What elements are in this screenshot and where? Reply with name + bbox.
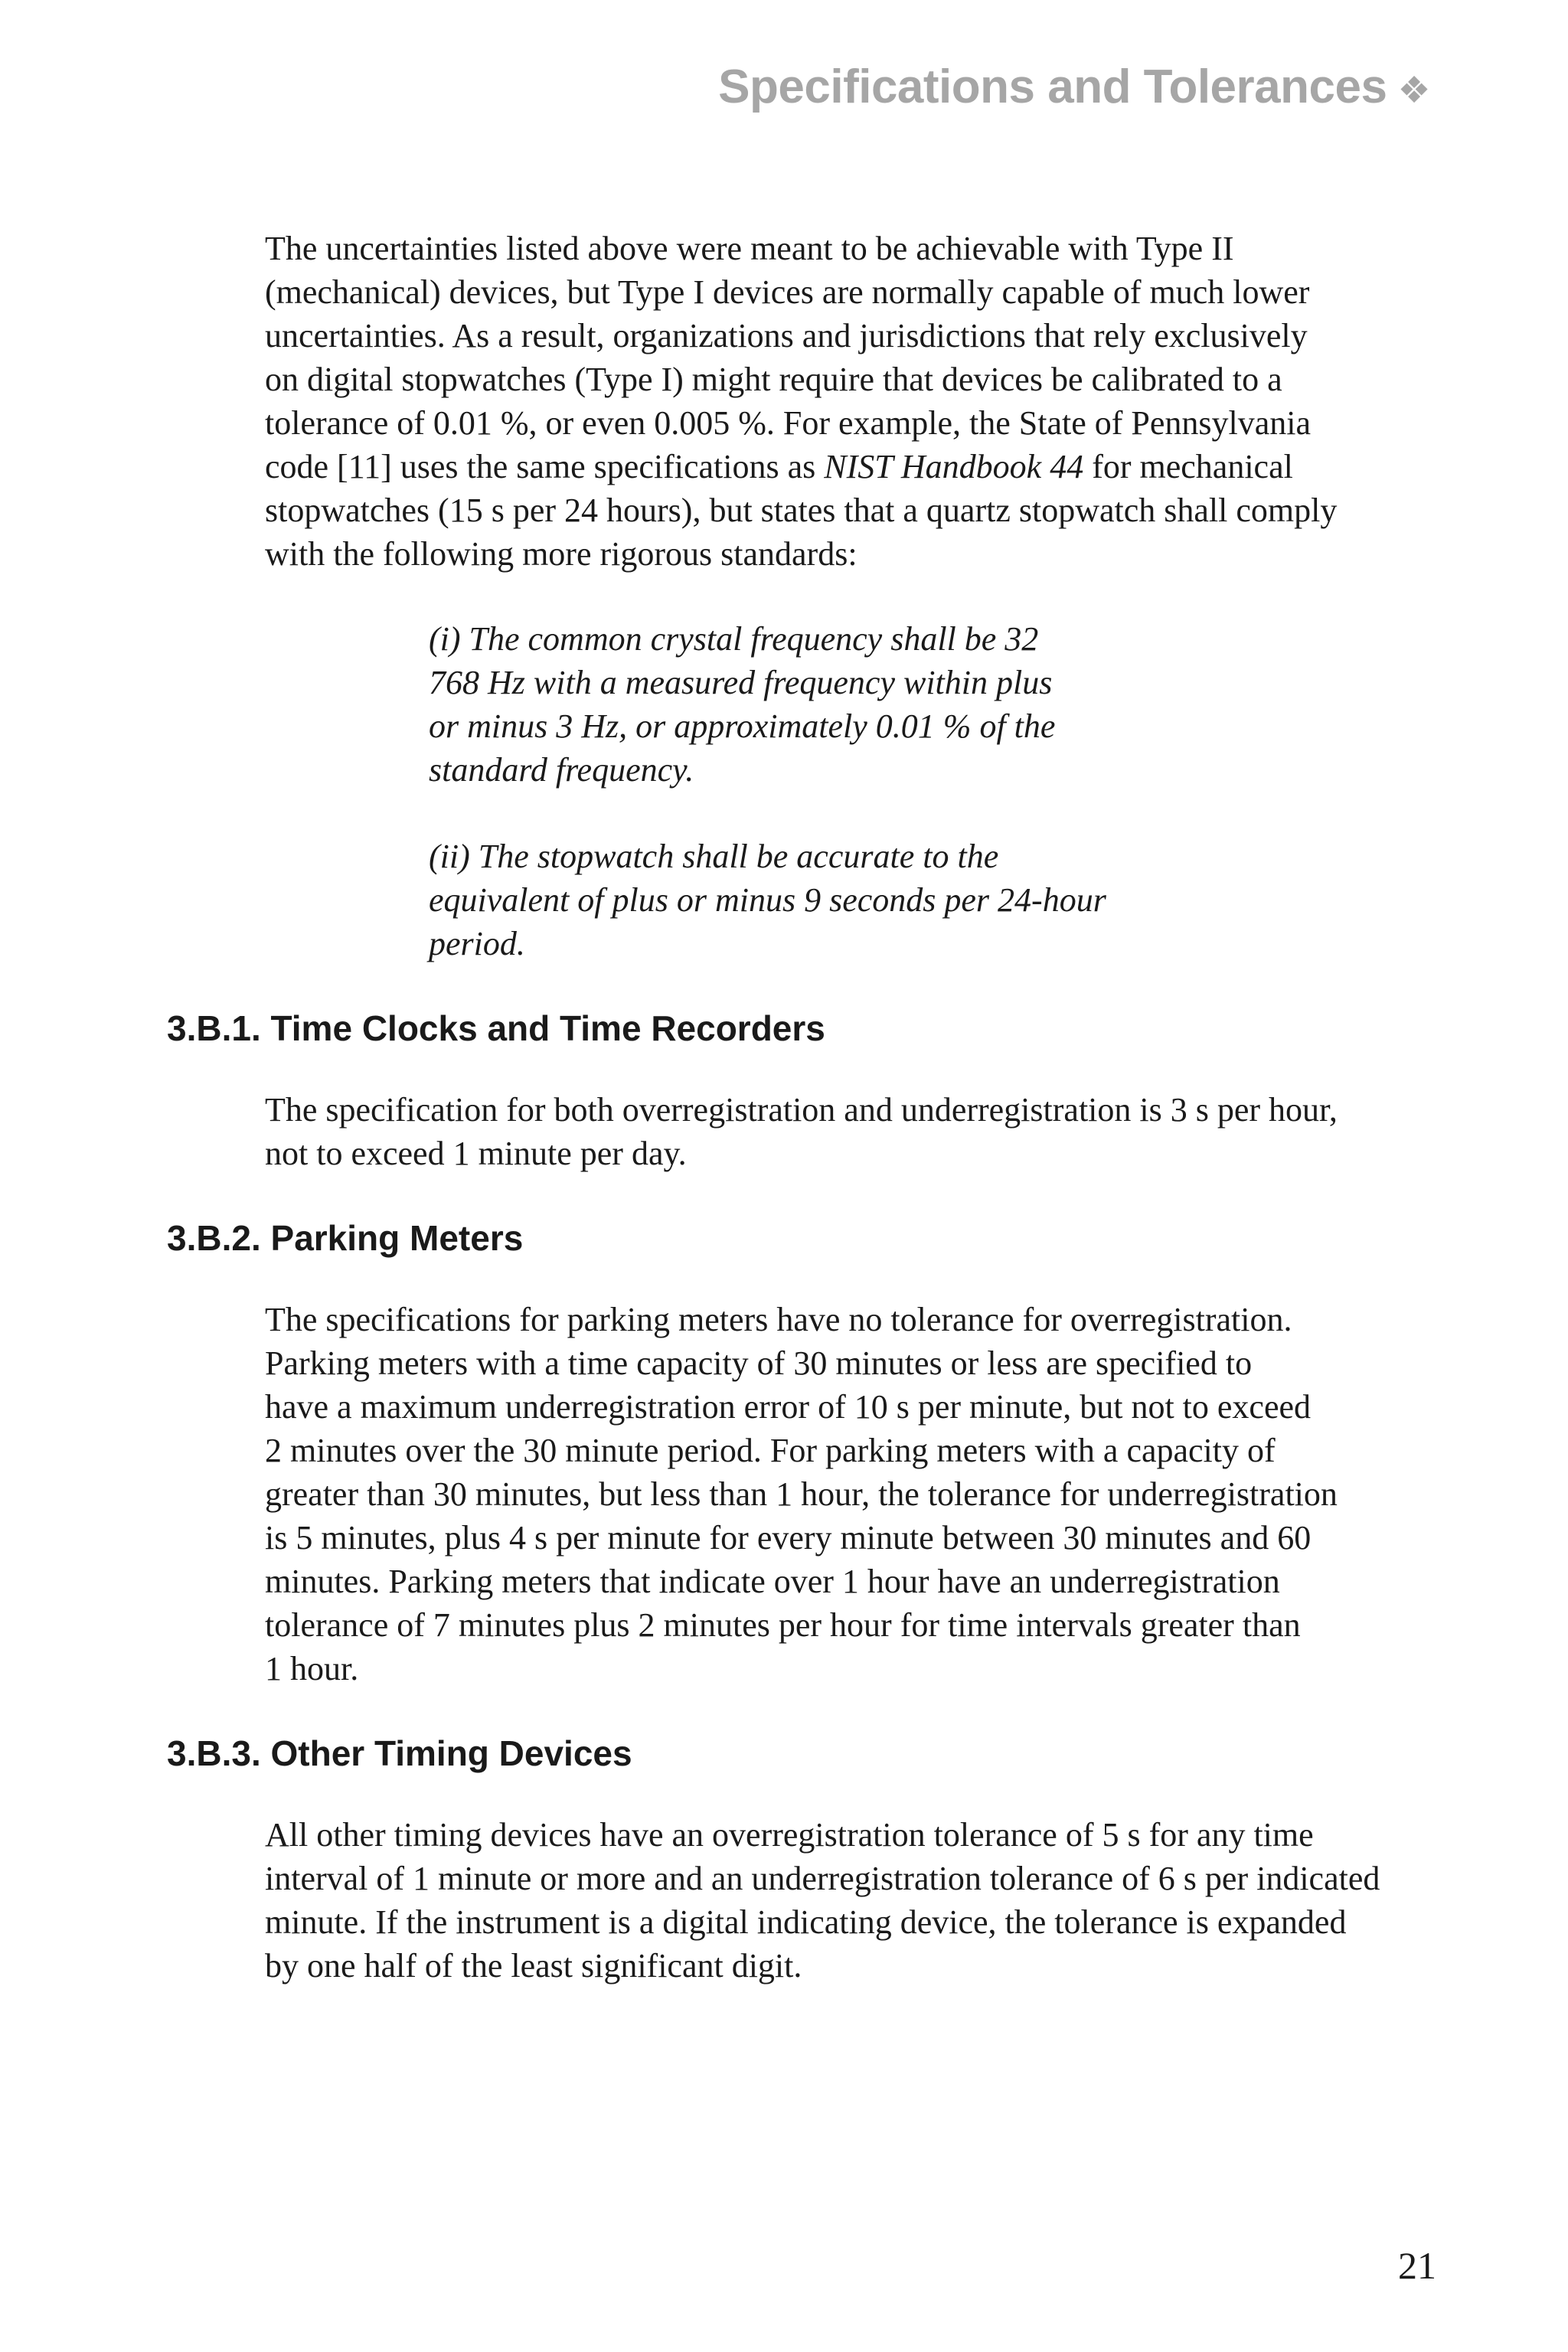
section-line: have a maximum underregistration error of 10 s per minute, but not to exceed	[265, 1388, 1312, 1426]
quote-line: or minus 3 Hz, or approximately 0.01 % of the	[429, 707, 1056, 745]
section-line: minute. If the instrument is a digital indicating device, the tolerance is expanded	[265, 1903, 1347, 1941]
section-line: interval of 1 minute or more and an underregistration tolerance of 6 s per indicated	[265, 1860, 1380, 1897]
section-paragraph-other-timing	[265, 1813, 1436, 1988]
quote-line: (i) The common crystal frequency shall be 32	[429, 620, 1039, 658]
intro-line: tolerance of 0.01 %, or even 0.005 %. For example, the State of Pennsylvania	[265, 404, 1312, 442]
handbook-title: NIST Handbook 44	[824, 448, 1084, 485]
section-line: by one half of the least significant digit.	[265, 1947, 802, 1984]
section-heading-time-clocks: 3.B.1. Time Clocks and Time Recorders	[167, 1008, 825, 1048]
intro-paragraph	[265, 227, 1436, 576]
intro-line: on digital stopwatches (Type I) might require that devices be calibrated to a	[265, 361, 1282, 398]
section-line: The specifications for parking meters have no tolerance for overregistration.	[265, 1301, 1292, 1338]
block-quote	[429, 617, 1194, 965]
section-heading-parking-meters: 3.B.2. Parking Meters	[167, 1218, 524, 1258]
intro-line: for mechanical	[1083, 448, 1293, 485]
intro-line: code [11] uses the same specifications as	[265, 448, 825, 485]
quote-line: (ii) The stopwatch shall be accurate to the	[429, 838, 999, 875]
section-line: is 5 minutes, plus 4 s per minute for every minute between 30 minutes and 60	[265, 1519, 1312, 1557]
intro-line: The uncertainties listed above were meant to be achievable with Type II	[265, 230, 1234, 267]
section-line: Parking meters with a time capacity of 30 minutes or less are specified to	[265, 1344, 1253, 1382]
quote-line: 768 Hz with a measured frequency within plus	[429, 664, 1053, 701]
intro-line: stopwatches (15 s per 24 hours), but states that a quartz stopwatch shall comply	[265, 492, 1338, 529]
quote-item-i	[429, 617, 1194, 792]
intro-line: with the following more rigorous standards:	[265, 535, 858, 573]
page-number: 21	[1398, 2244, 1436, 2287]
section-line: minutes. Parking meters that indicate over 1 hour have an underregistration	[265, 1563, 1280, 1600]
section-line: 1 hour.	[265, 1650, 359, 1687]
section-line: not to exceed 1 minute per day.	[265, 1135, 687, 1172]
section-paragraph-time-clocks	[265, 1088, 1436, 1175]
running-header	[718, 60, 1430, 114]
page-body	[167, 227, 1436, 1988]
section-line: The specification for both overregistration and underregistration is 3 s per hour,	[265, 1091, 1338, 1129]
section-paragraph-parking-meters	[265, 1298, 1436, 1690]
quote-line: equivalent of plus or minus 9 seconds per 24-hour	[429, 881, 1106, 919]
section-line: greater than 30 minutes, but less than 1 hour, the tolerance for underregistration	[265, 1475, 1338, 1513]
intro-line: uncertainties. As a result, organizations and jurisdictions that rely exclusively	[265, 317, 1308, 354]
quote-item-ii	[429, 835, 1194, 965]
quote-line: standard frequency.	[429, 751, 694, 789]
quote-line: period.	[429, 925, 525, 962]
intro-line: (mechanical) devices, but Type I devices are normally capable of much lower	[265, 273, 1310, 311]
section-line: All other timing devices have an overregistration tolerance of 5 s for any time	[265, 1816, 1314, 1854]
section-line: 2 minutes over the 30 minute period. For parking meters with a capacity of	[265, 1432, 1276, 1469]
running-header-title: Specifications and Tolerances	[718, 60, 1387, 113]
ornament-icon: ❖	[1397, 70, 1430, 111]
section-heading-other-timing: 3.B.3. Other Timing Devices	[167, 1733, 632, 1773]
section-line: tolerance of 7 minutes plus 2 minutes per hour for time intervals greater than	[265, 1606, 1301, 1644]
